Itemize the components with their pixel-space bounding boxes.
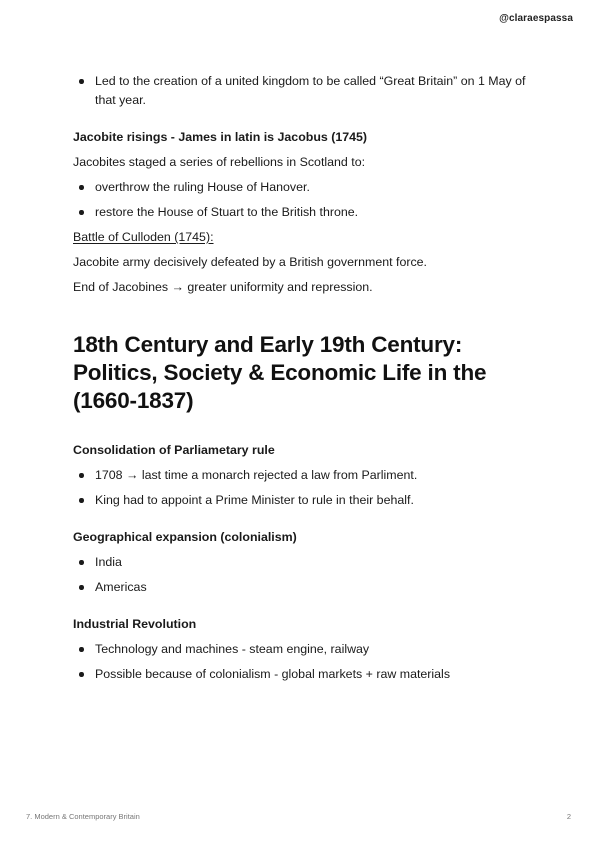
page-content [73,72,543,690]
industrial-list [73,640,543,684]
list-item: restore the House of Stuart to the British throne. [73,203,543,222]
footer-chapter: 7. Modern & Contemporary Britain [26,812,140,821]
author-handle: @claraespassa [499,13,573,24]
list-item: Technology and machines - steam engine, railway [73,640,543,659]
geo-heading: Geographical expansion (colonialism) [73,530,297,544]
jacobite-heading: Jacobite risings - James in latin is Jacobus (1745) [73,130,368,144]
list-item: Possible because of colonialism - global markets + raw materials [73,665,543,684]
intro-list [73,72,543,110]
page-number: 2 [566,812,571,821]
list-item: King had to appoint a Prime Minister to rule in their behalf. [73,491,543,510]
jacobite-list [73,178,543,222]
end-text: End of Jacobines → greater uniformity and repression. [73,280,373,294]
list-item: 1708 → last time a monarch rejected a law from Parliment. [73,466,543,485]
culloden-text: Jacobite army decisively defeated by a British government force. [73,255,427,269]
list-item: India [73,553,543,572]
list-item: overthrow the ruling House of Hanover. [73,178,543,197]
section-title: 18th Century and Early 19th Century: Politics, Society & Economic Life in the (1660-1837) [73,332,487,413]
list-item: Americas [73,578,543,597]
culloden-label: Battle of Culloden (1745): [73,230,214,244]
list-item: Led to the creation of a united kingdom to be called “Great Britain” on 1 May of that year. [73,72,543,110]
parliament-heading: Consolidation of Parliametary rule [73,443,275,457]
geo-list [73,553,543,597]
industrial-heading: Industrial Revolution [73,617,197,631]
jacobite-intro: Jacobites staged a series of rebellions in Scotland to: [73,155,366,169]
parliament-list [73,466,543,510]
